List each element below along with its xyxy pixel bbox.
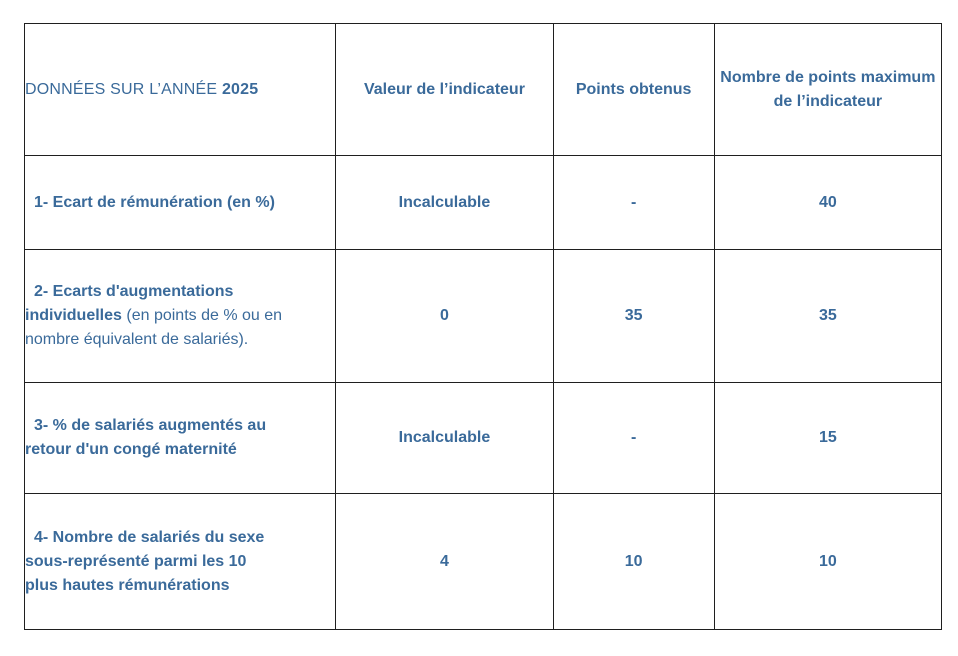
header-max-cell: Nombre de points maximum de l’indicateur: [714, 24, 941, 156]
indicator-value: Incalculable: [336, 156, 553, 250]
indicator-points: -: [553, 156, 714, 250]
header-value-cell: Valeur de l’indicateur: [336, 24, 553, 156]
indicator-max: 40: [714, 156, 941, 250]
indicator-label-line: retour d'un congé maternité: [25, 441, 237, 458]
indicator-label-line: 1- Ecart de rémunération (en %): [34, 193, 275, 211]
indicator-label: [25, 383, 336, 494]
indicator-points: -: [553, 383, 714, 494]
table-row: [25, 250, 942, 383]
indicator-max: 10: [714, 494, 941, 630]
table-row: [25, 494, 942, 630]
indicator-label-line: sous-représenté parmi les 10: [25, 552, 247, 570]
indicator-value: Incalculable: [336, 383, 553, 494]
header-points-cell: Points obtenus: [553, 24, 714, 156]
indicator-label-bold: individuelles: [25, 307, 122, 324]
indicator-label-line: 2- Ecarts d'augmentations: [34, 283, 234, 300]
table-header-row: [25, 24, 942, 156]
table-row: [25, 383, 942, 494]
indicator-label: [25, 494, 336, 630]
table-row: [25, 156, 942, 250]
indicator-label-line: 4- Nombre de salariés du sexe: [34, 528, 265, 546]
header-title-prefix: DONNÉES SUR L’ANNÉE: [25, 80, 218, 98]
header-year: 2025: [221, 80, 259, 98]
header-year-cell: [25, 24, 336, 156]
indicator-points: 35: [553, 250, 714, 383]
indicator-label: [25, 156, 336, 250]
indicator-label-line: 3- % de salariés augmentés au: [34, 417, 267, 434]
indicator-label: [25, 250, 336, 383]
indicator-value: 4: [336, 494, 553, 630]
indicator-label-rest: [25, 304, 335, 352]
indicator-value: 0: [336, 250, 553, 383]
indicator-label-normal: (en points de % ou en nombre équivalent de salariés).: [25, 307, 283, 348]
indicator-points: 10: [553, 494, 714, 630]
equality-index-table: [24, 23, 942, 630]
indicator-max: 35: [714, 250, 941, 383]
indicator-label-line: plus hautes rémunérations: [25, 576, 230, 594]
indicator-max: 15: [714, 383, 941, 494]
